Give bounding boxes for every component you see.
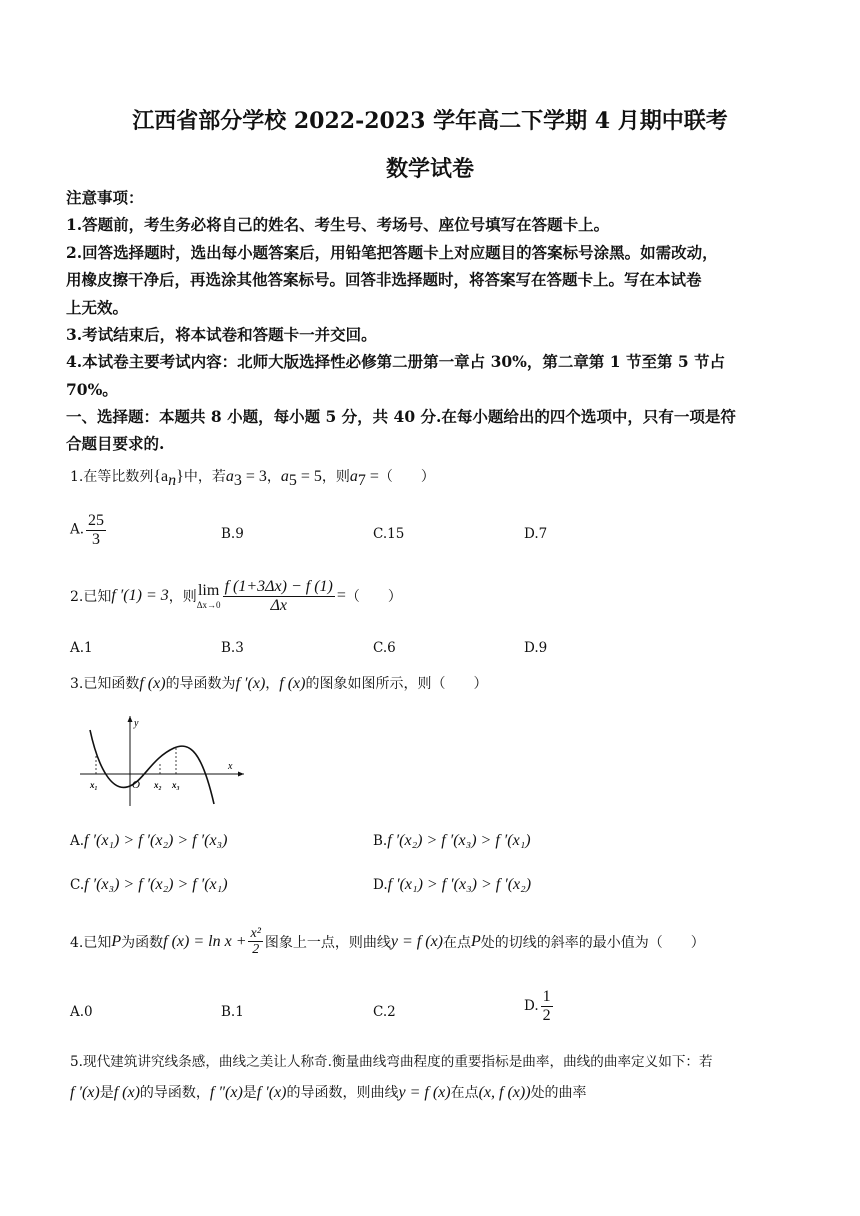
question-5-stem-line-1: 5.现代建筑讲究线条感，曲线之美让人称奇.衡量曲线弯曲程度的重要指标是曲率，曲线的曲率定义如下：若 bbox=[70, 1054, 713, 1070]
difference-quotient: $\frac{f (1+3\Delta x) - f (1)}{\Delta x}$ bbox=[224, 578, 333, 614]
question-3-stem: 3.已知函数f (x)的导函数为f ′(x)，f (x)的图象如图所示，则（ ） bbox=[70, 675, 488, 692]
fraction: $\frac{25}{3}$ bbox=[88, 512, 105, 548]
y-axis-arrow-icon bbox=[128, 716, 133, 722]
question-2-option-d: D.9 bbox=[524, 640, 548, 656]
x-axis-label: x bbox=[228, 761, 233, 772]
section-heading-line-2: 合题目要求的. bbox=[66, 434, 165, 453]
notice-item-2-line-2: 用橡皮擦干净后，再选涂其他答案标号。回答非选择题时，将答案写在答题卡上。写在本试卷 bbox=[66, 270, 702, 289]
function-curve bbox=[90, 730, 214, 804]
question-2-option-c: C.6 bbox=[373, 640, 396, 656]
question-3-option-c: C.f ′(x₃) > f ′(x₂) > f ′(x₁) bbox=[70, 876, 228, 893]
question-1-option-c: C.15 bbox=[373, 526, 405, 542]
question-4-stem: 4.已知 P 为函数 f (x) = ln x + $\frac{\text{x²}}{2}$ 图象上一点，则曲线 y = f (x) 在点 P 处的切线的斜率的最小值为（ ） bbox=[70, 926, 705, 958]
limit-operator: lim Δx→0 bbox=[196, 582, 221, 611]
x2-label: x₂ bbox=[154, 780, 162, 790]
section-heading-line-1: 一、选择题：本题共 8 小题，每小题 5 分，共 40 分.在每小题给出的四个选项中，只有一项是符 bbox=[66, 407, 736, 426]
question-4-option-a: A.0 bbox=[70, 1004, 93, 1020]
fraction: $\frac{1}{2}$ bbox=[542, 988, 551, 1024]
y-axis-label: y bbox=[134, 718, 139, 729]
question-4-option-c: C.2 bbox=[373, 1004, 396, 1020]
question-1-option-d: D.7 bbox=[524, 526, 548, 542]
exam-subtitle: 数学试卷 bbox=[385, 156, 474, 182]
notice-item-1: 1.答题前，考生务必将自己的姓名、考生号、考场号、座位号填写在答题卡上。 bbox=[66, 215, 610, 234]
function-graph bbox=[78, 712, 248, 808]
notice-item-2-line-3: 上无效。 bbox=[66, 298, 129, 317]
x-axis-arrow-icon bbox=[238, 772, 244, 777]
fraction: $\frac{\text{x²}}{2}$ bbox=[250, 926, 261, 958]
notice-item-3: 3.考试结束后，将本试卷和答题卡一并交回。 bbox=[66, 325, 377, 344]
question-3-option-a: A.f ′(x₁) > f ′(x₂) > f ′(x₃) bbox=[70, 832, 228, 849]
notice-item-4-line-1: 4.本试卷主要考试内容：北师大版选择性必修第二册第一章占 30%，第二章第 1 节至第 5 节占 bbox=[66, 352, 726, 371]
x3-label: x₃ bbox=[172, 780, 180, 790]
question-2-option-a: A.1 bbox=[70, 640, 93, 656]
question-5-stem-line-2: f ′(x)是f (x)的导函数，f ″(x)是f ′(x)的导函数，则曲线y = f (x)在点(x, f (x))处的曲率 bbox=[70, 1084, 587, 1101]
question-1-option-a: A. $\frac{25}{3}$ bbox=[70, 512, 105, 548]
notice-heading: 注意事项： bbox=[66, 188, 144, 207]
question-4-option-b: B.1 bbox=[221, 1004, 244, 1020]
question-3-option-b: B.f ′(x₂) > f ′(x₃) > f ′(x₁) bbox=[373, 832, 531, 849]
origin-label: O bbox=[132, 779, 140, 791]
x1-label: x₁ bbox=[90, 780, 98, 790]
question-1-stem: 1.在等比数列$\{a_n\}$中，若$a_3 = 3$，$a_5 = 5$，则$a_7$ =（ ） bbox=[70, 468, 435, 489]
question-4-option-d: D. $\frac{1}{2}$ bbox=[524, 988, 551, 1024]
question-1-option-b: B.9 bbox=[221, 526, 244, 542]
question-2-stem: 2.已知 f ′(1) = 3 ，则 lim Δx→0 $\frac{f (1+3\Delta x) - f (1)}{\Delta x}$ = （ ） bbox=[70, 578, 402, 614]
notice-item-2-line-1: 2.回答选择题时，选出每小题答案后，用铅笔把答题卡上对应题目的答案标号涂黑。如需改动， bbox=[66, 243, 718, 262]
exam-title: 江西省部分学校 2022-2023 学年高二下学期 4 月期中联考 bbox=[132, 108, 728, 134]
notice-item-4-line-2: 70%。 bbox=[66, 380, 118, 399]
question-3-option-d: D.f ′(x₁) > f ′(x₃) > f ′(x₂) bbox=[373, 876, 532, 893]
question-2-option-b: B.3 bbox=[221, 640, 244, 656]
